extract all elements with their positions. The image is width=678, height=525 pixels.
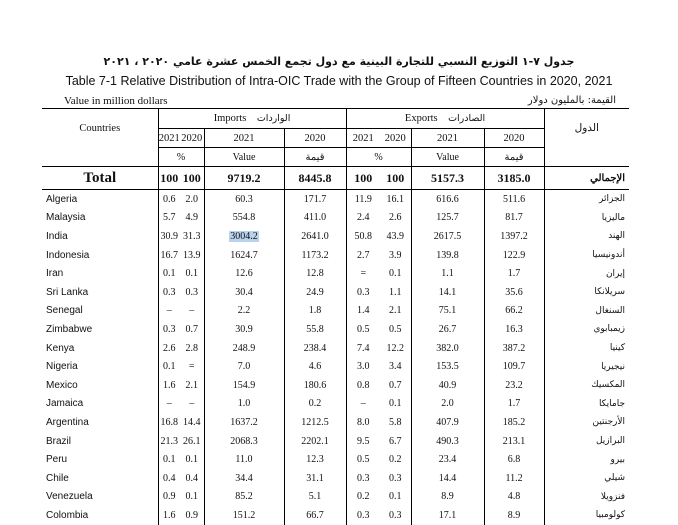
country-name-arabic: جامايكا	[544, 395, 629, 414]
exports-group-header: Exports الصادرات	[346, 109, 544, 129]
imports-pct-subheader: %	[158, 148, 204, 167]
country-name: Kenya	[46, 342, 75, 354]
table-row	[42, 190, 629, 209]
exports-pct-2021: 0.5	[346, 320, 380, 339]
imports-pct-2021: 0.1	[158, 264, 180, 283]
imports-value-2020: 171.7	[284, 190, 346, 209]
country-name: Chile	[46, 472, 69, 484]
country-name-arabic: سريلانكا	[544, 283, 629, 302]
country-name-arabic: الجزائر	[544, 190, 629, 209]
countries-header-arabic: الدول	[544, 109, 629, 148]
exports-pct-2020: 0.1	[389, 491, 402, 503]
imports-value-2020: 66.7	[284, 506, 346, 525]
imports-value-2020: 1.8	[284, 302, 346, 321]
exports-pct-2021: –	[346, 395, 380, 414]
exports-value-2020: 387.2	[484, 339, 544, 358]
table-row	[42, 469, 629, 488]
exports-value-2020: 213.1	[484, 432, 544, 451]
imports-value-2020: 411.0	[284, 209, 346, 228]
unit-note-english: Value in million dollars	[64, 95, 168, 107]
exports-pct-2020: 0.5	[389, 323, 402, 335]
country-name-arabic: أندونيسيا	[544, 246, 629, 265]
exports-pct-2020: 0.1	[389, 398, 402, 410]
total-imp-pct-2021: 100	[158, 167, 180, 190]
exports-value-subheader: Value	[411, 148, 484, 167]
imports-value-2021: 1624.7	[204, 246, 284, 265]
imports-pct-2020: 0.7	[185, 323, 198, 335]
imports-pct-2021: 1.6	[158, 506, 180, 525]
imports-pct-2020: 0.4	[185, 472, 198, 484]
exports-pct-2021: 3.0	[346, 357, 380, 376]
exports-value-2020: 8.9	[484, 506, 544, 525]
imports-value-2021: 554.8	[204, 209, 284, 228]
exports-value-2021: 40.9	[411, 376, 484, 395]
imports-pct-2021: 0.1	[158, 357, 180, 376]
imports-value-2021: 85.2	[204, 488, 284, 507]
country-name: Malaysia	[46, 212, 86, 224]
table-row	[42, 488, 629, 507]
imports-value-2020: 2641.0	[284, 227, 346, 246]
imports-pct-2020: 13.9	[183, 249, 201, 261]
imports-pct-2021-header: 2021	[158, 129, 180, 148]
unit-note-arabic: القيمة: بالمليون دولار	[527, 95, 616, 106]
imports-pct-2020: 0.9	[185, 509, 198, 521]
imports-pct-2020: 0.3	[185, 286, 198, 298]
exports-value-2020: 66.2	[484, 302, 544, 321]
imports-pct-2020-header: 2020	[180, 129, 204, 148]
imports-value-2020: 2202.1	[284, 432, 346, 451]
country-name-arabic: كولومبيا	[544, 506, 629, 525]
table-row	[42, 283, 629, 302]
exports-value-2020: 35.6	[484, 283, 544, 302]
imports-value-2020: 12.3	[284, 450, 346, 469]
exports-pct-2020: 2.6	[389, 212, 402, 224]
imports-pct-2021: 0.3	[158, 320, 180, 339]
imports-pct-2021: 0.6	[158, 190, 180, 209]
exports-pct-2021: 8.0	[346, 413, 380, 432]
imports-pct-2020: 2.1	[185, 379, 198, 391]
exports-value-2021: 139.8	[411, 246, 484, 265]
country-name-arabic: الأرجنتين	[544, 413, 629, 432]
imports-value-2021: 34.4	[204, 469, 284, 488]
exports-pct-2020: 16.1	[386, 193, 405, 205]
imports-value-2021: 60.3	[204, 190, 284, 209]
exports-value-ar-subheader: قيمة	[484, 148, 544, 167]
imports-value-2020: 4.6	[284, 357, 346, 376]
exports-pct-subheader: %	[346, 148, 411, 167]
total-imp-value-2021: 9719.2	[204, 167, 284, 190]
table-row	[42, 227, 629, 246]
selected-cell-highlight: 3004.2	[230, 230, 258, 242]
country-name: Colombia	[46, 509, 89, 521]
exports-value-2020: 109.7	[484, 357, 544, 376]
country-name-arabic: بيرو	[544, 450, 629, 469]
table-title-english: Table 7-1 Relative Distribution of Intra-OIC Trade with the Group of Fifteen Countries in 2020, 2021	[65, 74, 613, 88]
imports-value-2021: 30.9	[204, 320, 284, 339]
exports-pct-2020-header: 2020	[380, 129, 411, 148]
country-name: Indonesia	[46, 249, 90, 261]
imports-value-2021: 1.0	[204, 395, 284, 414]
exports-value-2021: 2.0	[411, 395, 484, 414]
imports-value-2020: 1173.2	[284, 246, 346, 265]
country-name: Zimbabwe	[46, 323, 93, 335]
imports-value-2021: 1637.2	[204, 413, 284, 432]
exports-value-2021: 490.3	[411, 432, 484, 451]
exports-pct-2020: 0.7	[389, 379, 402, 391]
exports-value-2020: 16.3	[484, 320, 544, 339]
exports-value-2020: 511.6	[484, 190, 544, 209]
imports-pct-2020: –	[189, 398, 195, 410]
exports-value-2021: 153.5	[411, 357, 484, 376]
exports-value-2020: 1.7	[484, 264, 544, 283]
country-name: Iran	[46, 268, 64, 280]
country-name: Mexico	[46, 379, 78, 391]
country-name-arabic: ماليزيا	[544, 209, 629, 228]
exports-value-2021: 616.6	[411, 190, 484, 209]
imports-pct-2020: 0.1	[185, 268, 198, 280]
imports-pct-2021: 21.3	[158, 432, 180, 451]
imports-pct-2021: 0.3	[158, 283, 180, 302]
total-exp-value-2021: 5157.3	[411, 167, 484, 190]
exports-pct-2020: 0.3	[389, 472, 402, 484]
table-row	[42, 432, 629, 451]
exports-pct-2021: 11.9	[346, 190, 380, 209]
exports-pct-2020: 3.4	[389, 361, 402, 373]
total-label: Total	[42, 167, 158, 190]
country-name-arabic: زيمبابوي	[544, 320, 629, 339]
total-exp-value-2020: 3185.0	[484, 167, 544, 190]
imports-value-2021: 30.4	[204, 283, 284, 302]
imports-value-2020: 12.8	[284, 264, 346, 283]
exports-value-2020: 23.2	[484, 376, 544, 395]
imports-value-2020: 1212.5	[284, 413, 346, 432]
table-row	[42, 209, 629, 228]
exports-value-2020: 1397.2	[484, 227, 544, 246]
table-row	[42, 450, 629, 469]
country-name-arabic: السنغال	[544, 302, 629, 321]
imports-value-2021: 2068.3	[204, 432, 284, 451]
country-name-arabic: الهند	[544, 227, 629, 246]
imports-value-2021	[204, 227, 284, 246]
countries-header: Countries	[42, 109, 158, 148]
imports-value-2021-header: 2021	[204, 129, 284, 148]
exports-pct-2020: 12.2	[386, 342, 405, 354]
exports-value-2020: 185.2	[484, 413, 544, 432]
imports-pct-2020: –	[189, 305, 195, 317]
imports-value-2021: 7.0	[204, 357, 284, 376]
exports-value-2020: 81.7	[484, 209, 544, 228]
exports-pct-2021: 0.3	[346, 283, 380, 302]
exports-value-2020-header: 2020	[484, 129, 544, 148]
country-name: Nigeria	[46, 361, 78, 373]
imports-pct-2020: 14.4	[183, 416, 201, 428]
imports-value-2021: 2.2	[204, 302, 284, 321]
country-name: India	[46, 230, 68, 242]
exports-arabic-label: الصادرات	[448, 113, 486, 124]
country-name: Argentina	[46, 416, 89, 428]
imports-pct-2020: =	[188, 361, 195, 373]
imports-pct-2021: –	[158, 395, 180, 414]
imports-pct-2021: 30.9	[158, 227, 180, 246]
imports-value-2020: 55.8	[284, 320, 346, 339]
exports-value-2021: 14.4	[411, 469, 484, 488]
imports-value-2020-header: 2020	[284, 129, 346, 148]
imports-value-2020: 31.1	[284, 469, 346, 488]
exports-pct-2021: 1.4	[346, 302, 380, 321]
country-name-arabic: نيجيريا	[544, 357, 629, 376]
country-name: Peru	[46, 454, 68, 466]
exports-pct-2020: 0.3	[389, 509, 402, 521]
trade-table	[42, 108, 629, 525]
total-exp-pct-2020: 100	[380, 167, 411, 190]
exports-pct-2021: 0.2	[346, 488, 380, 507]
country-name: Sri Lanka	[46, 286, 89, 298]
exports-pct-2020: 6.7	[389, 435, 402, 447]
imports-value-2020: 0.2	[284, 395, 346, 414]
country-name-arabic: شيلي	[544, 469, 629, 488]
country-name: Jamaica	[46, 398, 84, 410]
exports-value-2021: 382.0	[411, 339, 484, 358]
table-title-arabic: جدول ٧-١ التوزيع النسبي للتجارة البينية مع دول تجمع الخمس عشرة عامي ٢٠٢٠ ، ٢٠٢١	[103, 55, 575, 68]
exports-pct-2021: 2.4	[346, 209, 380, 228]
exports-pct-2021: 0.3	[346, 506, 380, 525]
imports-pct-2021: 0.4	[158, 469, 180, 488]
imports-arabic-label: الواردات	[256, 113, 291, 124]
imports-pct-2021: 16.8	[158, 413, 180, 432]
exports-value-2021: 75.1	[411, 302, 484, 321]
imports-value-2021: 151.2	[204, 506, 284, 525]
country-name: Brazil	[46, 435, 72, 447]
imports-pct-2020: 0.1	[185, 491, 198, 503]
exports-value-2021: 26.7	[411, 320, 484, 339]
exports-value-2021: 407.9	[411, 413, 484, 432]
total-imp-value-2020: 8445.8	[284, 167, 346, 190]
exports-pct-2020: 43.9	[386, 230, 405, 242]
imports-group-header: Imports الواردات	[158, 109, 346, 129]
exports-value-2021: 2617.5	[411, 227, 484, 246]
table-row	[42, 395, 629, 414]
imports-value-subheader: Value	[204, 148, 284, 167]
table-row	[42, 339, 629, 358]
table-row	[42, 376, 629, 395]
exports-value-2021: 8.9	[411, 488, 484, 507]
country-name-arabic: فنزويلا	[544, 488, 629, 507]
country-name: Algeria	[46, 193, 78, 205]
total-label-arabic: الإجمالي	[544, 167, 629, 190]
exports-pct-2021: 0.5	[346, 450, 380, 469]
exports-value-2020: 11.2	[484, 469, 544, 488]
exports-pct-2021: 0.8	[346, 376, 380, 395]
country-name-arabic: كينيا	[544, 339, 629, 358]
imports-pct-2020: 0.1	[185, 454, 198, 466]
exports-value-2020: 1.7	[484, 395, 544, 414]
imports-pct-2021: –	[158, 302, 180, 321]
exports-value-2020: 122.9	[484, 246, 544, 265]
imports-pct-2021: 5.7	[158, 209, 180, 228]
exports-value-2021: 23.4	[411, 450, 484, 469]
imports-value-2020: 238.4	[284, 339, 346, 358]
exports-pct-2021-header: 2021	[346, 129, 380, 148]
imports-pct-2021: 0.9	[158, 488, 180, 507]
table-row	[42, 264, 629, 283]
country-name: Senegal	[46, 305, 83, 317]
imports-value-2021: 12.6	[204, 264, 284, 283]
imports-pct-2020: 2.8	[185, 342, 198, 354]
exports-value-2021: 17.1	[411, 506, 484, 525]
exports-pct-2021: =	[346, 264, 380, 283]
exports-pct-2021: 7.4	[346, 339, 380, 358]
imports-value-ar-subheader: قيمة	[284, 148, 346, 167]
table-row	[42, 246, 629, 265]
imports-pct-2020: 4.9	[185, 212, 198, 224]
imports-pct-2020: 26.1	[183, 435, 201, 447]
exports-value-2021: 1.1	[411, 264, 484, 283]
table-row	[42, 357, 629, 376]
imports-value-2021: 11.0	[204, 450, 284, 469]
exports-value-2021-header: 2021	[411, 129, 484, 148]
country-name-arabic: المكسيك	[544, 376, 629, 395]
total-imp-pct-2020: 100	[180, 167, 204, 190]
table-row	[42, 506, 629, 525]
exports-pct-2020: 2.1	[389, 305, 402, 317]
exports-pct-2020: 0.2	[389, 454, 402, 466]
exports-value-2021: 14.1	[411, 283, 484, 302]
exports-value-2020: 6.8	[484, 450, 544, 469]
imports-value-2020: 180.6	[284, 376, 346, 395]
exports-pct-2021: 2.7	[346, 246, 380, 265]
imports-pct-2021: 2.6	[158, 339, 180, 358]
exports-value-2021: 125.7	[411, 209, 484, 228]
total-row	[42, 167, 629, 190]
imports-value-2020: 24.9	[284, 283, 346, 302]
imports-pct-2021: 16.7	[158, 246, 180, 265]
imports-pct-2021: 1.6	[158, 376, 180, 395]
exports-value-2020: 4.8	[484, 488, 544, 507]
country-name-arabic: إيران	[544, 264, 629, 283]
imports-pct-2020: 2.0	[185, 193, 198, 205]
exports-pct-2020: 5.8	[389, 416, 402, 428]
exports-pct-2021: 9.5	[346, 432, 380, 451]
exports-pct-2020: 1.1	[389, 286, 402, 298]
imports-value-2021: 248.9	[204, 339, 284, 358]
imports-value-2020: 5.1	[284, 488, 346, 507]
exports-pct-2021: 0.3	[346, 469, 380, 488]
imports-pct-2020: 31.3	[183, 230, 201, 242]
table-row	[42, 320, 629, 339]
exports-pct-2021: 50.8	[346, 227, 380, 246]
exports-pct-2020: 0.1	[389, 268, 402, 280]
exports-pct-2020: 3.9	[389, 249, 402, 261]
table-row	[42, 302, 629, 321]
table-row	[42, 413, 629, 432]
country-name: Venezuela	[46, 491, 93, 503]
imports-value-2021: 154.9	[204, 376, 284, 395]
country-name-arabic: البرازيل	[544, 432, 629, 451]
imports-pct-2021: 0.1	[158, 450, 180, 469]
total-exp-pct-2021: 100	[346, 167, 380, 190]
